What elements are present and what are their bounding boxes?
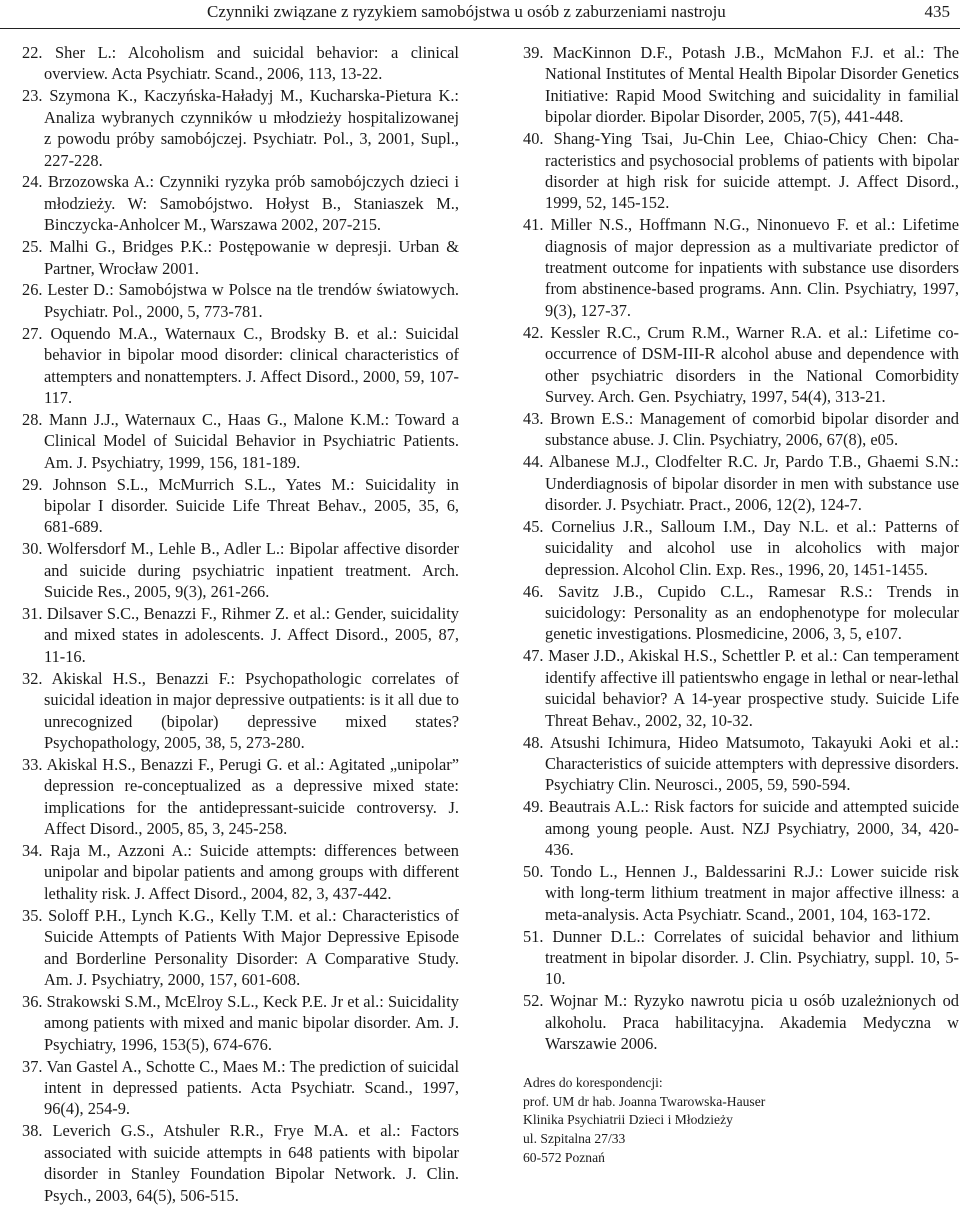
correspondence-city: 60-572 Poznań — [523, 1149, 605, 1165]
reference-49: 49. Beautrais A.L.: Risk factors for suicide and attempted suicide among young people. Aust. NZJ Psychiatry, 2000, 34, 420-436. — [523, 797, 959, 860]
reference-38: 38. Leverich G.S., Atshuler R.R., Frye M.A. et al.: Factors associated with suicide attempts in 648 patients with bipolar disorder in Stanley Foundation Bipolar Network. J. Clin. Psych., 2003, 64(5), 506-515. — [22, 1121, 459, 1205]
reference-31: 31. Dilsaver S.C., Benazzi F., Rihmer Z. et al.: Gender, suicidality and mixed states in adolescents. J. Affect Disord., 2005, 87, 11-16. — [22, 604, 459, 666]
references-left-column — [22, 42, 459, 1206]
running-title: Czynniki związane z ryzykiem samobójstwa u osób z zaburzeniami nastroju — [207, 2, 726, 21]
reference-24: 24. Brzozowska A.: Czynniki ryzyka prób samobójczych dzieci i młodzieży. W: Samobójstwo. Hołyst B., Staniaszek M., Binczycka-Anholcer M., Warszawa 2002, 207-215. — [22, 172, 459, 235]
reference-36: 36. Strakowski S.M., McElroy S.L., Keck P.E. Jr et al.: Suicidality among patients with mixed and manic bipolar disorder. Am. J. Psychiatry, 1996, 153(5), 674-676. — [22, 991, 459, 1054]
correspondence-address — [523, 1074, 823, 1168]
reference-39: 39. MacKinnon D.F., Potash J.B., McMahon F.J. et al.: The National Institutes of Mental Health Bipolar Disorder Genetics Initiative: Rapid Mood Switching and suicidality in familial bipolar diorder. Bipolar Disorder, 2005, 7(5), 441-448. — [523, 43, 959, 127]
reference-40: 40. Shang-Ying Tsai, Ju-Chin Lee, Chiao-Chicy Chen: Cha-racteristics and psychosocial problems of patients with bipolar disorder at high risk for suicide attempt. J. Affect Disord., 1999, 52, 145-152. — [523, 129, 959, 213]
reference-25: 25. Malhi G., Bridges P.K.: Postępowanie w depresji. Urban & Partner, Wrocław 2001. — [22, 237, 459, 278]
reference-46: 46. Savitz J.B., Cupido C.L., Ramesar R.S.: Trends in suicidology: Personality as an endophenotype for molecular genetic investigations. Plosmedicine, 2006, 3, 5, e107. — [523, 581, 959, 644]
reference-50: 50. Tondo L., Hennen J., Baldessarini R.J.: Lower suicide risk with long-term lithium treatment in major affective illness: a meta-analysis. Acta Psychiatr. Scand., 2001, 104, 163-172. — [523, 861, 959, 924]
reference-41: 41. Miller N.S., Hoffmann N.G., Ninonuevo F. et al.: Lifetime diagnosis of major depression as a multivariate predictor of treatment outcome for inpatients with substance use disorders from abstinence-based programs. Ann. Clin. Psychiatry, 1997, 9(3), 127-37. — [523, 215, 959, 320]
reference-22: 22. Sher L.: Alcoholism and suicidal behavior: a clinical overview. Acta Psychiatr. Scand., 2006, 113, 13-22. — [22, 43, 459, 84]
reference-32: 32. Akiskal H.S., Benazzi F.: Psychopathologic correlates of suicidal ideation in major depressive outpatients: is it all due to unrecognized (bipolar) depressive mixed states? Psychopathology, 2005, 38, 5, 273-280. — [22, 668, 459, 752]
reference-27: 27. Oquendo M.A., Waternaux C., Brodsky B. et al.: Suicidal behavior in bipolar mood disorder: clinical characteristics of attempters and nonattempters. J. Affect Disord., 2000, 59, 107-117. — [22, 323, 459, 407]
reference-48: 48. Atsushi Ichimura, Hideo Matsumoto, Takayuki Aoki et al.: Characteristics of suicide attempters with depressive disorders. Psychiatry Clin. Neurosci., 2005, 59, 590-594. — [523, 732, 959, 795]
reference-28: 28. Mann J.J., Waternaux C., Haas G., Malone K.M.: Toward a Clinical Model of Suicidal Behavior in Psychiatric Patients. Am. J. Psychiatry, 1999, 156, 181-189. — [22, 409, 459, 472]
reference-51: 51. Dunner D.L.: Correlates of suicidal behavior and lithium treatment in bipolar disorder. J. Clin. Psychiatry, suppl. 10, 5-10. — [523, 926, 959, 989]
reference-30: 30. Wolfersdorf M., Lehle B., Adler L.: Bipolar affective disorder and suicide during psychiatric inpatient treatment. Arch. Suicide Res., 2005, 9(3), 261-266. — [22, 539, 459, 602]
reference-37: 37. Van Gastel A., Schotte C., Maes M.: The prediction of suicidal intent in depressed patients. Acta Psychiatr. Scand., 1997, 96(4), 254-9. — [22, 1056, 459, 1119]
reference-29: 29. Johnson S.L., McMurrich S.L., Yates M.: Suicidality in bipolar I disorder. Suicide Life Threat Behav., 2005, 35, 6, 681-689. — [22, 474, 459, 537]
reference-43: 43. Brown E.S.: Management of comorbid bipolar disorder and substance abuse. J. Clin. Psychiatry, 2006, 67(8), e05. — [523, 408, 959, 450]
references-right-column — [523, 42, 959, 1055]
running-header — [0, 0, 960, 29]
correspondence-street: ul. Szpitalna 27/33 — [523, 1131, 626, 1147]
correspondence-heading: Adres do korespondencji: — [523, 1075, 663, 1090]
reference-34: 34. Raja M., Azzoni A.: Suicide attempts: differences between unipolar and bipolar patients and among groups with different lethality risk. J. Affect Disord., 2004, 82, 3, 437-442. — [22, 841, 459, 903]
reference-23: 23. Szymona K., Kaczyńska-Haładyj M., Kucharska-Pietura K.: Analiza wybranych czynników u młodzieży hospitalizowanej z powodu próby samobójczej. Psychiatr. Pol., 3, 2001, Supl., 227-228. — [22, 86, 459, 170]
reference-52: 52. Wojnar M.: Ryzyko nawrotu picia u osób uzależnionych od alkoholu. Praca habilitacyjna. Akademia Medyczna w Warszawie 2006. — [523, 991, 959, 1054]
reference-26: 26. Lester D.: Samobójstwa w Polsce na tle trendów światowych. Psychiatr. Pol., 2000, 5, 773-781. — [22, 280, 459, 321]
reference-35: 35. Soloff P.H., Lynch K.G., Kelly T.M. et al.: Characteristics of Suicide Attempts of Patients With Major Depressive Episode and Borderline Personality Disorder: A Comparative Study. Am. J. Psychiatry, 2000, 157, 601-608. — [22, 905, 459, 989]
reference-47: 47. Maser J.D., Akiskal H.S., Schettler P. et al.: Can temperament identify affective ill patientswho engage in lethal or near-lethal suicidal behavior? A 14-year prospective study. Suicide Life Threat Behav., 2002, 32, 10-32. — [523, 646, 959, 730]
reference-44: 44. Albanese M.J., Clodfelter R.C. Jr, Pardo T.B., Ghaemi S.N.: Underdiagnosis of bipolar disorder in men with substance use disorder. J. Psychiatr. Pract., 2006, 12(2), 124-7. — [523, 452, 959, 515]
correspondence-institution: Klinika Psychiatrii Dzieci i Młodzieży — [523, 1112, 733, 1128]
reference-42: 42. Kessler R.C., Crum R.M., Warner R.A. et al.: Lifetime co-occurrence of DSM-III-R alcohol abuse and dependence with other psychiatric disorders in the National Comorbidity Survey. Arch. Gen. Psychiatry, 1997, 54(4), 313-21. — [523, 322, 959, 406]
correspondence-name: prof. UM dr hab. Joanna Twarowska-Hauser — [523, 1093, 766, 1109]
reference-45: 45. Cornelius J.R., Salloum I.M., Day N.L. et al.: Patterns of suicidality and alcohol use in alcoholics with major depression. Alcohol Clin. Exp. Res., 1996, 20, 1451-1455. — [523, 516, 959, 579]
reference-33: 33. Akiskal H.S., Benazzi F., Perugi G. et al.: Agitated „unipolar” depression re-conceptualized as a depressive mixed state: implications for the antidepressant-suicide controversy. J. Affect Disord., 2005, 85, 3, 245-258. — [22, 754, 459, 839]
page-number: 435 — [924, 2, 950, 21]
